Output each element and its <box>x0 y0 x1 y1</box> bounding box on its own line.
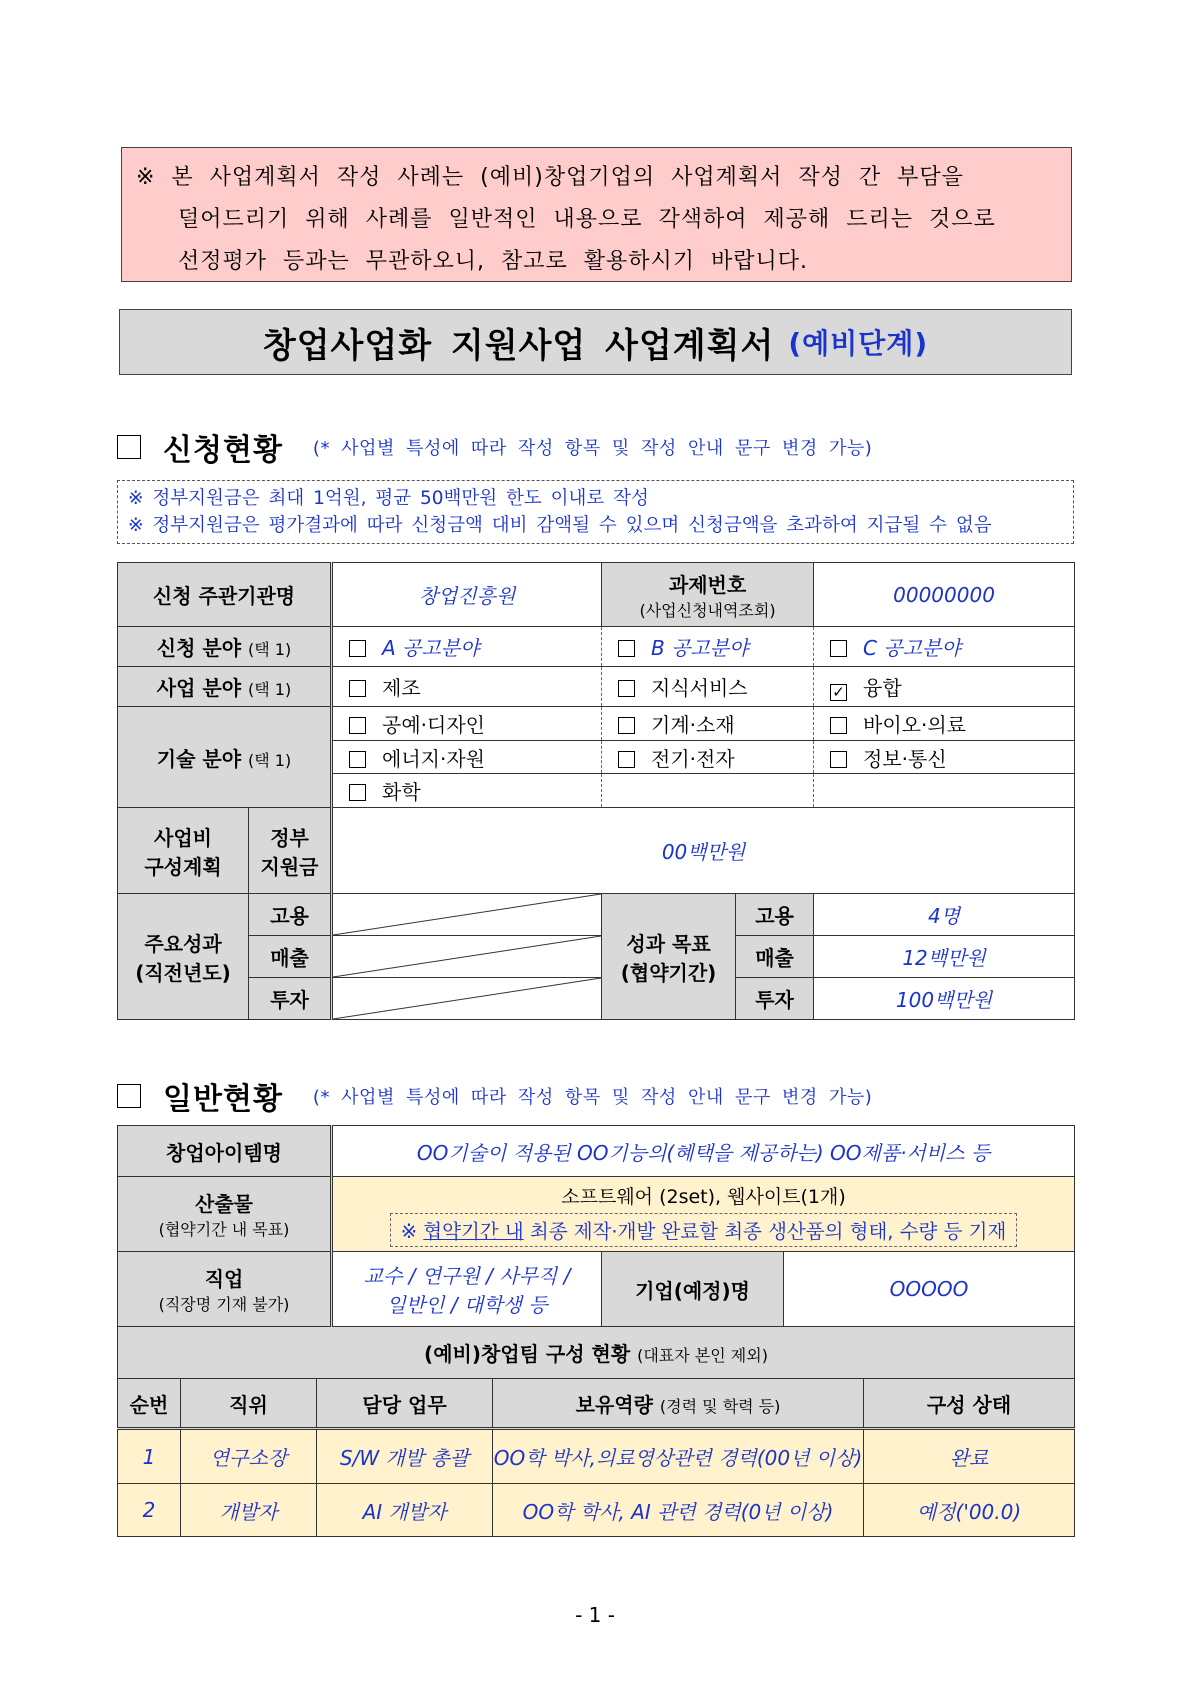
tech-option[interactable] <box>602 741 814 774</box>
checkbox-icon[interactable] <box>349 784 366 801</box>
notice-line: 선정평가 등과는 무관하오니, 참고로 활용하시기 바랍니다. <box>178 249 809 274</box>
checkbox-icon[interactable] <box>830 717 847 734</box>
gov-label-line: 정부 <box>270 825 309 850</box>
biz-label-text: 사업 분야 <box>156 676 242 700</box>
team-header: 순번 <box>118 1379 181 1429</box>
team-header: 구성 상태 <box>864 1379 1075 1429</box>
field-label <box>118 627 332 667</box>
biz-option-knowledge-service[interactable] <box>602 667 814 707</box>
option-label: 바이오·의료 <box>863 713 966 737</box>
pick-one: (택 1) <box>248 680 292 699</box>
perf-label-line: 주요성과 <box>144 931 222 956</box>
task-no-sub: (사업신청내역조회) <box>639 600 776 620</box>
page-number: - 1 - <box>575 1603 615 1627</box>
output-label-text: 산출물 <box>195 1192 253 1216</box>
tech-label <box>118 707 332 808</box>
pick-one: (택 1) <box>248 750 292 770</box>
job-label <box>118 1252 332 1327</box>
team-ability: OO학 학사, AI 관련 경력(0년 이상) <box>493 1484 864 1537</box>
tech-option[interactable] <box>332 741 602 774</box>
biz-option-manufacturing[interactable] <box>332 667 602 707</box>
output-value-text: 소프트웨어 (2set), 웹사이트(1개) <box>561 1185 846 1208</box>
notice-line: ※ 본 사업계획서 작성 사례는 (예비)창업기업의 사업계획서 작성 간 부담을 <box>136 165 964 190</box>
goal-row-label: 매출 <box>736 936 814 978</box>
org-value: 창업진흥원 <box>332 563 602 627</box>
notice-box <box>121 147 1072 282</box>
guidance-note: ※ 정부지원금은 평가결과에 따라 신청금액 대비 감액될 수 있으며 신청금액을 초과하여 지급될 수 없음 <box>128 515 992 536</box>
task-no-value: 00000000 <box>814 563 1075 627</box>
tech-label-text: 기술 분야 <box>156 746 242 771</box>
tech-option[interactable] <box>814 707 1075 741</box>
goal-label-line: (협약기간) <box>620 960 717 985</box>
document-stage: (예비단계) <box>788 327 929 360</box>
option-label: 제조 <box>382 676 421 700</box>
perf-row-label: 투자 <box>249 978 332 1020</box>
team-status: 완료 <box>864 1429 1075 1484</box>
team-position: 개발자 <box>181 1484 317 1537</box>
output-label <box>118 1177 332 1252</box>
budget-label <box>118 808 249 894</box>
checkbox-icon <box>117 435 141 459</box>
tech-option[interactable] <box>602 707 814 741</box>
gov-fund-label <box>249 808 332 894</box>
general-table <box>117 1125 1075 1537</box>
note-underlined: 협약기간 내 <box>423 1219 524 1243</box>
job-value <box>332 1252 602 1327</box>
checked-checkbox-icon[interactable]: ✓ <box>830 684 847 701</box>
field-option-c[interactable] <box>814 627 1075 667</box>
option-label: 지식서비스 <box>651 676 748 700</box>
crossed-out-cell <box>332 936 602 978</box>
checkbox-icon[interactable] <box>618 751 635 768</box>
document-title: 창업사업화 지원사업 사업계획서 <box>262 325 775 366</box>
tech-option[interactable] <box>332 774 602 808</box>
company-label: 기업(예정)명 <box>602 1252 784 1327</box>
team-no: 2 <box>118 1484 181 1537</box>
biz-label <box>118 667 332 707</box>
team-duty: AI 개발자 <box>317 1484 493 1537</box>
team-header <box>493 1379 864 1429</box>
task-no-label <box>602 563 814 627</box>
guidance-note: ※ 정부지원금은 최대 1억원, 평균 50백만원 한도 이내로 작성 <box>128 488 649 509</box>
team-header-text: 보유역량 <box>575 1392 653 1417</box>
gov-fund-value: 00백만원 <box>332 808 1075 894</box>
budget-label-line: 사업비 <box>154 825 212 850</box>
perf-row-label: 매출 <box>249 936 332 978</box>
checkbox-icon[interactable] <box>349 751 366 768</box>
goal-label-line: 성과 목표 <box>626 931 711 956</box>
team-title-text: (예비)창업팀 구성 현황 <box>424 1342 631 1366</box>
option-label: 전기·전자 <box>651 746 735 771</box>
section-note: (* 사업별 특성에 따라 작성 항목 및 작성 안내 문구 변경 가능) <box>312 438 873 459</box>
application-table <box>117 562 1075 1020</box>
section-title: 신청현황 <box>163 433 283 468</box>
checkbox-icon[interactable] <box>349 640 366 657</box>
goal-row-value: 12백만원 <box>814 936 1075 978</box>
budget-label-line: 구성계획 <box>144 854 222 879</box>
goal-row-value: 4명 <box>814 894 1075 936</box>
goal-row-label: 고용 <box>736 894 814 936</box>
section-heading-general <box>117 1074 872 1118</box>
checkbox-icon[interactable] <box>349 717 366 734</box>
tech-option[interactable] <box>332 707 602 741</box>
empty-cell <box>814 774 1075 808</box>
team-status: 예정('00.0) <box>864 1484 1075 1537</box>
checkbox-icon[interactable] <box>618 640 635 657</box>
section-heading-application <box>117 425 872 469</box>
output-value <box>332 1177 1075 1252</box>
crossed-out-cell <box>332 894 602 936</box>
team-duty: S/W 개발 총괄 <box>317 1429 493 1484</box>
checkbox-icon <box>117 1084 141 1108</box>
team-header: 직위 <box>181 1379 317 1429</box>
job-value-line: 교수 / 연구원 / 사무직 / <box>363 1264 571 1288</box>
team-no: 1 <box>118 1429 181 1484</box>
gov-label-line: 지원금 <box>260 854 319 879</box>
checkbox-icon[interactable] <box>349 680 366 697</box>
option-label: 정보·통신 <box>863 746 947 771</box>
job-label-text: 직업 <box>204 1267 244 1291</box>
option-label: 공예·디자인 <box>382 713 485 737</box>
option-label: 기계·소재 <box>651 713 735 737</box>
team-header-sub: (경력 및 학력 등) <box>659 1396 781 1416</box>
section-note: (* 사업별 특성에 따라 작성 항목 및 작성 안내 문구 변경 가능) <box>312 1087 873 1108</box>
team-header: 담당 업무 <box>317 1379 493 1429</box>
pick-one: (택 1) <box>248 640 292 659</box>
output-label-sub: (협약기간 내 목표) <box>158 1220 290 1239</box>
team-title-sub: (대표자 본인 제외) <box>637 1346 768 1365</box>
perf-row-label: 고용 <box>249 894 332 936</box>
item-name-value: OO기술이 적용된 OO기능의(혜택을 제공하는) OO제품·서비스 등 <box>332 1126 1075 1177</box>
company-value: OOOOO <box>784 1252 1075 1327</box>
document-title-box <box>119 309 1072 375</box>
empty-cell <box>602 774 814 808</box>
biz-option-convergence[interactable] <box>814 667 1075 707</box>
goal-row-label: 투자 <box>736 978 814 1020</box>
note-rest: 최종 제작·개발 완료할 최종 생산품의 형태, 수량 등 기재 <box>523 1219 1007 1243</box>
org-label: 신청 주관기관명 <box>118 563 332 627</box>
option-label: B 공고분야 <box>651 636 749 660</box>
option-label: 에너지·자원 <box>382 746 485 771</box>
table-row <box>118 1484 1075 1537</box>
checkbox-icon[interactable] <box>618 717 635 734</box>
option-label: A 공고분야 <box>382 636 480 660</box>
field-label-text: 신청 분야 <box>156 636 242 660</box>
job-label-sub: (직장명 기재 불가) <box>158 1295 290 1314</box>
field-option-b[interactable] <box>602 627 814 667</box>
checkbox-icon[interactable] <box>830 640 847 657</box>
notice-line: 덜어드리기 위해 사례를 일반적인 내용으로 각색하여 제공해 드리는 것으로 <box>178 207 996 232</box>
tech-option[interactable] <box>814 741 1075 774</box>
job-value-line: 일반인 / 대학생 등 <box>386 1293 548 1317</box>
note-prefix: ※ <box>400 1219 424 1243</box>
section-title: 일반현황 <box>163 1082 283 1117</box>
option-label: C 공고분야 <box>863 636 961 660</box>
table-row <box>118 1429 1075 1484</box>
team-ability: OO학 박사,의료영상관련 경력(00년 이상) <box>493 1429 864 1484</box>
checkbox-icon[interactable] <box>830 751 847 768</box>
output-guidance-note <box>390 1213 1018 1247</box>
option-label: 융합 <box>863 676 902 700</box>
crossed-out-cell <box>332 978 602 1020</box>
team-title <box>118 1327 1075 1379</box>
goal-row-value: 100백만원 <box>814 978 1075 1020</box>
item-name-label: 창업아이템명 <box>118 1126 332 1177</box>
team-position: 연구소장 <box>181 1429 317 1484</box>
goal-label <box>602 894 736 1020</box>
task-no-label-text: 과제번호 <box>668 572 747 597</box>
option-label: 화학 <box>382 780 421 804</box>
checkbox-icon[interactable] <box>618 680 635 697</box>
performance-label <box>118 894 249 1020</box>
perf-label-line: (직전년도) <box>135 960 231 985</box>
field-option-a[interactable] <box>332 627 602 667</box>
guidance-notes <box>117 480 1074 544</box>
